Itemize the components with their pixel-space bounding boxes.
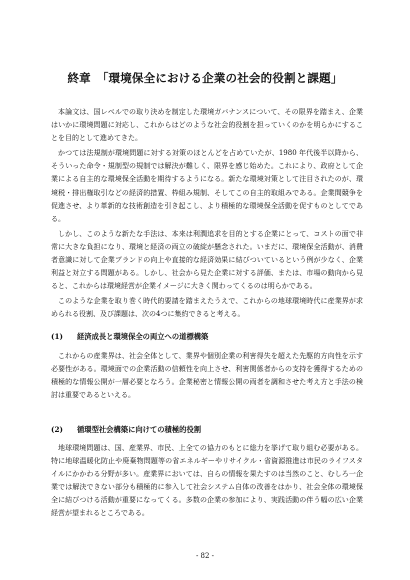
intro-paragraph-1: 本論文は、国レベルでの取り決めを制定した環境ガバナンスについて、その限界を踏まえ、企業はいかに環境問題に対応し、これからはどのような社会的役割を担っていくのかを明らかにすることを目的として進めてきた。 (51, 108, 363, 143)
section-1-paragraph: これからの産業界は、社会全体として、業界や個別企業の利害得失を超えた先駆的方向性を示す必要性がある。環境面での企業活動の信頼性を向上させ、利害関係者からの支持を獲得するための積極的な情報公開が一層必要となろう。企業秘密と情報公開の両者を調和させた考え方と手法の検討は重要であるといえる。 (51, 352, 363, 400)
chapter-title: 終章 「環境保全における企業の社会的役割と課題」 (67, 71, 343, 85)
section-1-number: (1) (51, 332, 63, 341)
intro-paragraph-2: かつては法規制が環境問題に対する対策のほとんどを占めていたが、1980 年代後半以降から、そういった命令・規制型の規制では解決が難しく、限界を感じ始めた。これにより、政府として企業による自主的な環境保全活動を期待するようになる。新たな環境対策として注目されたのが、環境税・排出権取引などの経済的措置、枠組み規制、そしてこの自主的取組みである。企業間競争を促進させ、より革新的な技術創造を引き起こし、より積極的な環境保全活動を促すものとしてである。 (51, 149, 363, 223)
intro-text (51, 106, 363, 324)
section-2-number: (2) (51, 425, 63, 434)
page-number: - 82 - (195, 552, 215, 560)
section-1-text (51, 350, 363, 404)
intro-paragraph-4: このような企業を取り巻く時代的要請を踏まえたうえで、これからの地球環境時代に産業界が求められる役割、及び課題は、次の4つに集約できると考える。 (51, 297, 363, 319)
section-2-text (51, 442, 363, 523)
section-2-heading (51, 425, 363, 435)
intro-paragraph-3: しかし、このような新たな手法は、本来は利潤追求を目的とする企業にとって、コストの面で非常に大きな負担になり、環境と経済の両立の破綻が懸念された。いまだに、環境保全活動が、消費者意識に対して企業ブランドの向上や直接的な経済効果に結びついているという例が少なく、企業利益と対立する問題がある。しかし、社会から見た企業に対する評価、または、市場の動向から見ると、これからは環境経営が企業イメージに大きく関わってくるのは明らかである。 (51, 229, 363, 291)
section-2-title: 循環型社会構築に向けての積極的役割 (77, 425, 202, 434)
section-2-paragraph: 地球環境問題は、国、産業界、市民、上全ての協力のもとに総力を挙げて取り組む必要がある。特に地球温暖化防止や廃棄物問題等の省エネルギーやリサイクル・省資源推進は市民のライフスタイルにかかわる分野が多い。産業界においては、自らの情報を果たすのは当然のこと、むしろ一企業では解決できない部分も積極的に参入して社会システム自体の改善をはかり、社会全体の環境保全に結びつける活動が重要になってくる。多数の企業の参加により、実践活動の伴う幅の広い企業経営が望まれるところである。 (51, 444, 363, 518)
section-1-heading (51, 332, 363, 342)
section-1-title: 経済成長と環境保全の両立への道標構築 (77, 332, 209, 341)
